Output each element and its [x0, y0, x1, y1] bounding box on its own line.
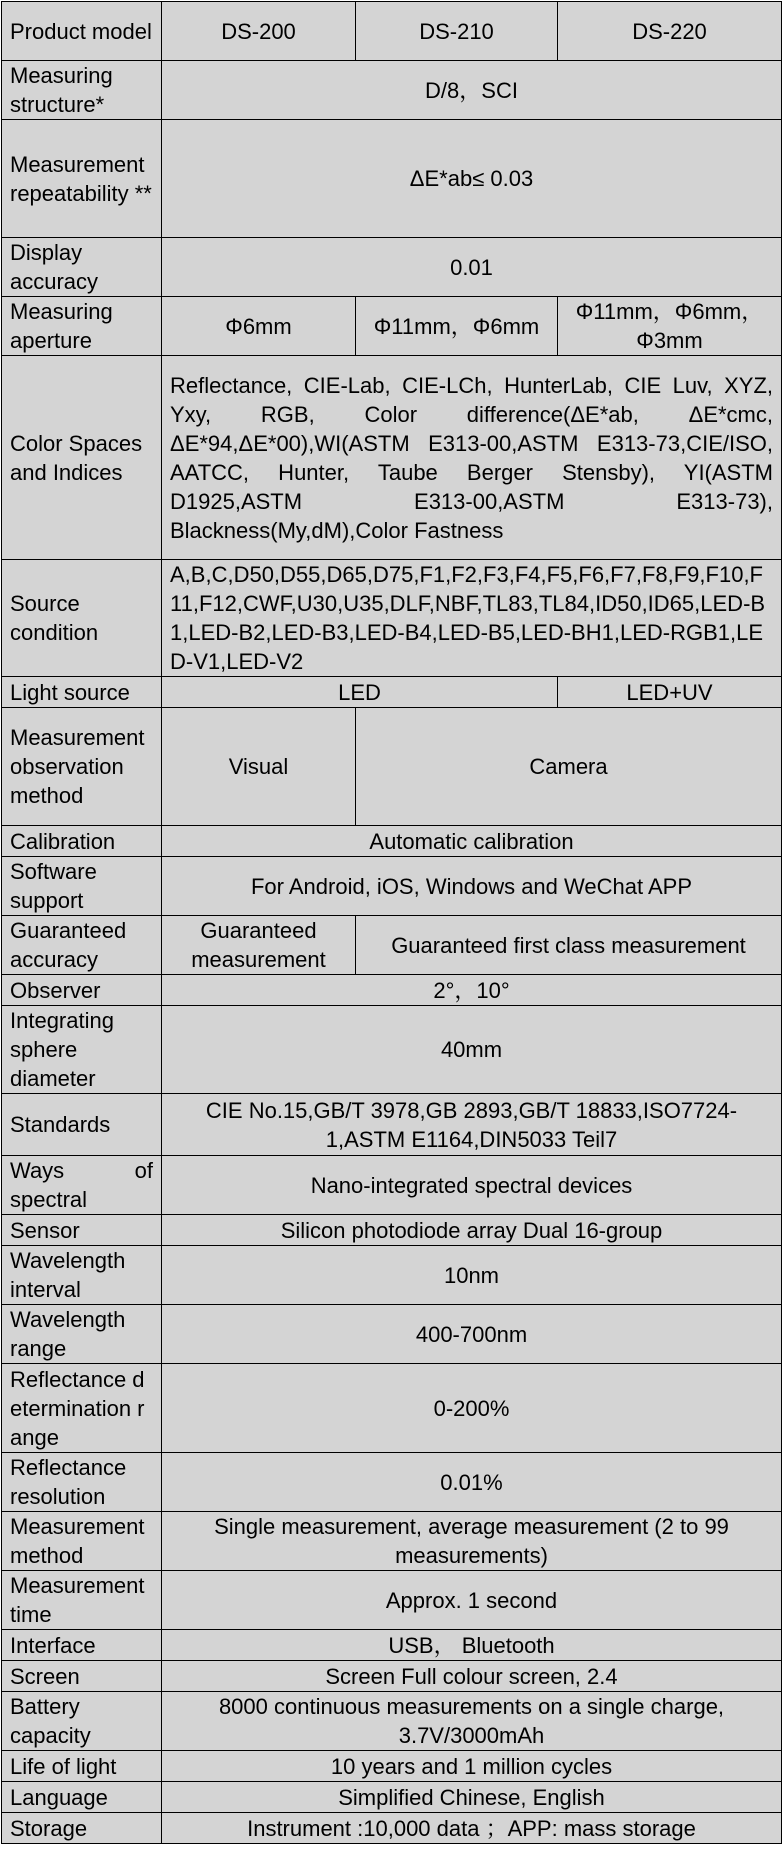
row-reflectance-range [2, 1364, 782, 1453]
battery-label: Battery capacity [2, 1692, 162, 1751]
model-ds-220: DS-220 [558, 2, 782, 61]
guaranteed-accuracy-ds-200: Guaranteed measurement [162, 916, 356, 975]
source-condition-value: A,B,C,D50,D55,D65,D75,F1,F2,F3,F4,F5,F6,F7,F8,F9,F10,F11,F12,CWF,U30,U35,DLF,NBF,TL83,TL84,ID50,ID65,LED-B1,LED-B2,LED-B3,LED-B4,LED-B5,LED-BH1,LED-RGB1,LED-V1,LED-V2 [162, 560, 782, 677]
light-source-label: Light source [2, 677, 162, 708]
row-observation-method [2, 708, 782, 826]
color-spaces-value: Reflectance, CIE-Lab, CIE-LCh, HunterLab, CIE Luv, XYZ, Yxy, RGB, Color difference(ΔE*ab, ΔE*cmc, ΔE*94,ΔE*00),WI(ASTM E313-00,ASTM E313-73,CIE/ISO, AATCC, Hunter, Taube Berger Stensby), YI(ASTM D1925,ASTM E313-00,ASTM E313-73), Blackness(My,dM),Color Fastness [162, 356, 782, 560]
software-value: For Android, iOS, Windows and WeChat APP [162, 857, 782, 916]
row-ways-of-spectral [2, 1156, 782, 1215]
row-screen [2, 1661, 782, 1692]
observation-method-ds-210-220: Camera [356, 708, 782, 826]
aperture-ds-200: Φ6mm [162, 297, 356, 356]
life-of-light-label: Life of light [2, 1751, 162, 1782]
measurement-time-value: Approx. 1 second [162, 1571, 782, 1630]
row-observer [2, 975, 782, 1006]
product-model-label: Product model [2, 2, 162, 61]
standards-value: CIE No.15,GB/T 3978,GB 2893,GB/T 18833,ISO7724-1,ASTM E1164,DIN5033 Teil7 [162, 1094, 782, 1156]
reflectance-range-label: Reflectance determination range [2, 1364, 162, 1453]
repeatability-label: Measurement repeatability ** [2, 120, 162, 238]
row-measuring-aperture [2, 297, 782, 356]
row-product-model [2, 2, 782, 61]
model-ds-200: DS-200 [162, 2, 356, 61]
guaranteed-accuracy-label: Guaranteed accuracy [2, 916, 162, 975]
life-of-light-value: 10 years and 1 million cycles [162, 1751, 782, 1782]
measuring-structure-label: Measuring structure* [2, 61, 162, 120]
row-display-accuracy [2, 238, 782, 297]
guaranteed-accuracy-ds-210-220: Guaranteed first class measurement [356, 916, 782, 975]
calibration-value: Automatic calibration [162, 826, 782, 857]
row-wavelength-range [2, 1305, 782, 1364]
row-sphere-diameter [2, 1006, 782, 1094]
row-calibration [2, 826, 782, 857]
ways-of-spectral-label: Ways of spectral [2, 1156, 162, 1215]
storage-value: Instrument :10,000 data ；APP: mass storage [162, 1813, 782, 1844]
measurement-method-label: Measurement method [2, 1512, 162, 1571]
specification-table [1, 1, 782, 1844]
row-sensor [2, 1215, 782, 1246]
row-guaranteed-accuracy [2, 916, 782, 975]
row-measurement-method [2, 1512, 782, 1571]
display-accuracy-value: 0.01 [162, 238, 782, 297]
row-repeatability [2, 120, 782, 238]
observer-label: Observer [2, 975, 162, 1006]
sensor-label: Sensor [2, 1215, 162, 1246]
measurement-method-value: Single measurement, average measurement (2 to 99 measurements) [162, 1512, 782, 1571]
row-measurement-time [2, 1571, 782, 1630]
color-spaces-label: Color Spaces and Indices [2, 356, 162, 560]
row-measuring-structure [2, 61, 782, 120]
screen-label: Screen [2, 1661, 162, 1692]
aperture-ds-220: Φ11mm，Φ6mm，Φ3mm [558, 297, 782, 356]
row-storage [2, 1813, 782, 1844]
row-interface [2, 1630, 782, 1661]
row-wavelength-interval [2, 1246, 782, 1305]
observation-method-label: Measurement observation method [2, 708, 162, 826]
row-battery-capacity [2, 1692, 782, 1751]
wavelength-interval-value: 10nm [162, 1246, 782, 1305]
repeatability-value: ΔE*ab≤ 0.03 [162, 120, 782, 238]
language-value: Simplified Chinese, English [162, 1782, 782, 1813]
screen-value: Screen Full colour screen, 2.4 [162, 1661, 782, 1692]
aperture-ds-210: Φ11mm，Φ6mm [356, 297, 558, 356]
interface-value: USB， Bluetooth [162, 1630, 782, 1661]
observer-value: 2°，10° [162, 975, 782, 1006]
row-life-of-light [2, 1751, 782, 1782]
wavelength-range-label: Wavelength range [2, 1305, 162, 1364]
source-condition-label: Source condition [2, 560, 162, 677]
measurement-time-label: Measurement time [2, 1571, 162, 1630]
row-color-spaces [2, 356, 782, 560]
row-software-support [2, 857, 782, 916]
calibration-label: Calibration [2, 826, 162, 857]
light-source-ds-220: LED+UV [558, 677, 782, 708]
aperture-label: Measuring aperture [2, 297, 162, 356]
wavelength-range-value: 400-700nm [162, 1305, 782, 1364]
ways-of-spectral-value: Nano-integrated spectral devices [162, 1156, 782, 1215]
software-label: Software support [2, 857, 162, 916]
sensor-value: Silicon photodiode array Dual 16-group [162, 1215, 782, 1246]
reflectance-range-value: 0-200% [162, 1364, 782, 1453]
measuring-structure-value: D/8，SCI [162, 61, 782, 120]
row-reflectance-resolution [2, 1453, 782, 1512]
storage-label: Storage [2, 1813, 162, 1844]
display-accuracy-label: Display accuracy [2, 238, 162, 297]
standards-label: Standards [2, 1094, 162, 1156]
reflectance-resolution-label: Reflectance resolution [2, 1453, 162, 1512]
language-label: Language [2, 1782, 162, 1813]
sphere-diameter-label: Integrating sphere diameter [2, 1006, 162, 1094]
wavelength-interval-label: Wavelength interval [2, 1246, 162, 1305]
interface-label: Interface [2, 1630, 162, 1661]
row-standards [2, 1094, 782, 1156]
light-source-ds-200-210: LED [162, 677, 558, 708]
reflectance-resolution-value: 0.01% [162, 1453, 782, 1512]
model-ds-210: DS-210 [356, 2, 558, 61]
battery-value: 8000 continuous measurements on a single charge, 3.7V/3000mAh [162, 1692, 782, 1751]
row-language [2, 1782, 782, 1813]
sphere-diameter-value: 40mm [162, 1006, 782, 1094]
row-light-source [2, 677, 782, 708]
row-source-condition [2, 560, 782, 677]
observation-method-ds-200: Visual [162, 708, 356, 826]
